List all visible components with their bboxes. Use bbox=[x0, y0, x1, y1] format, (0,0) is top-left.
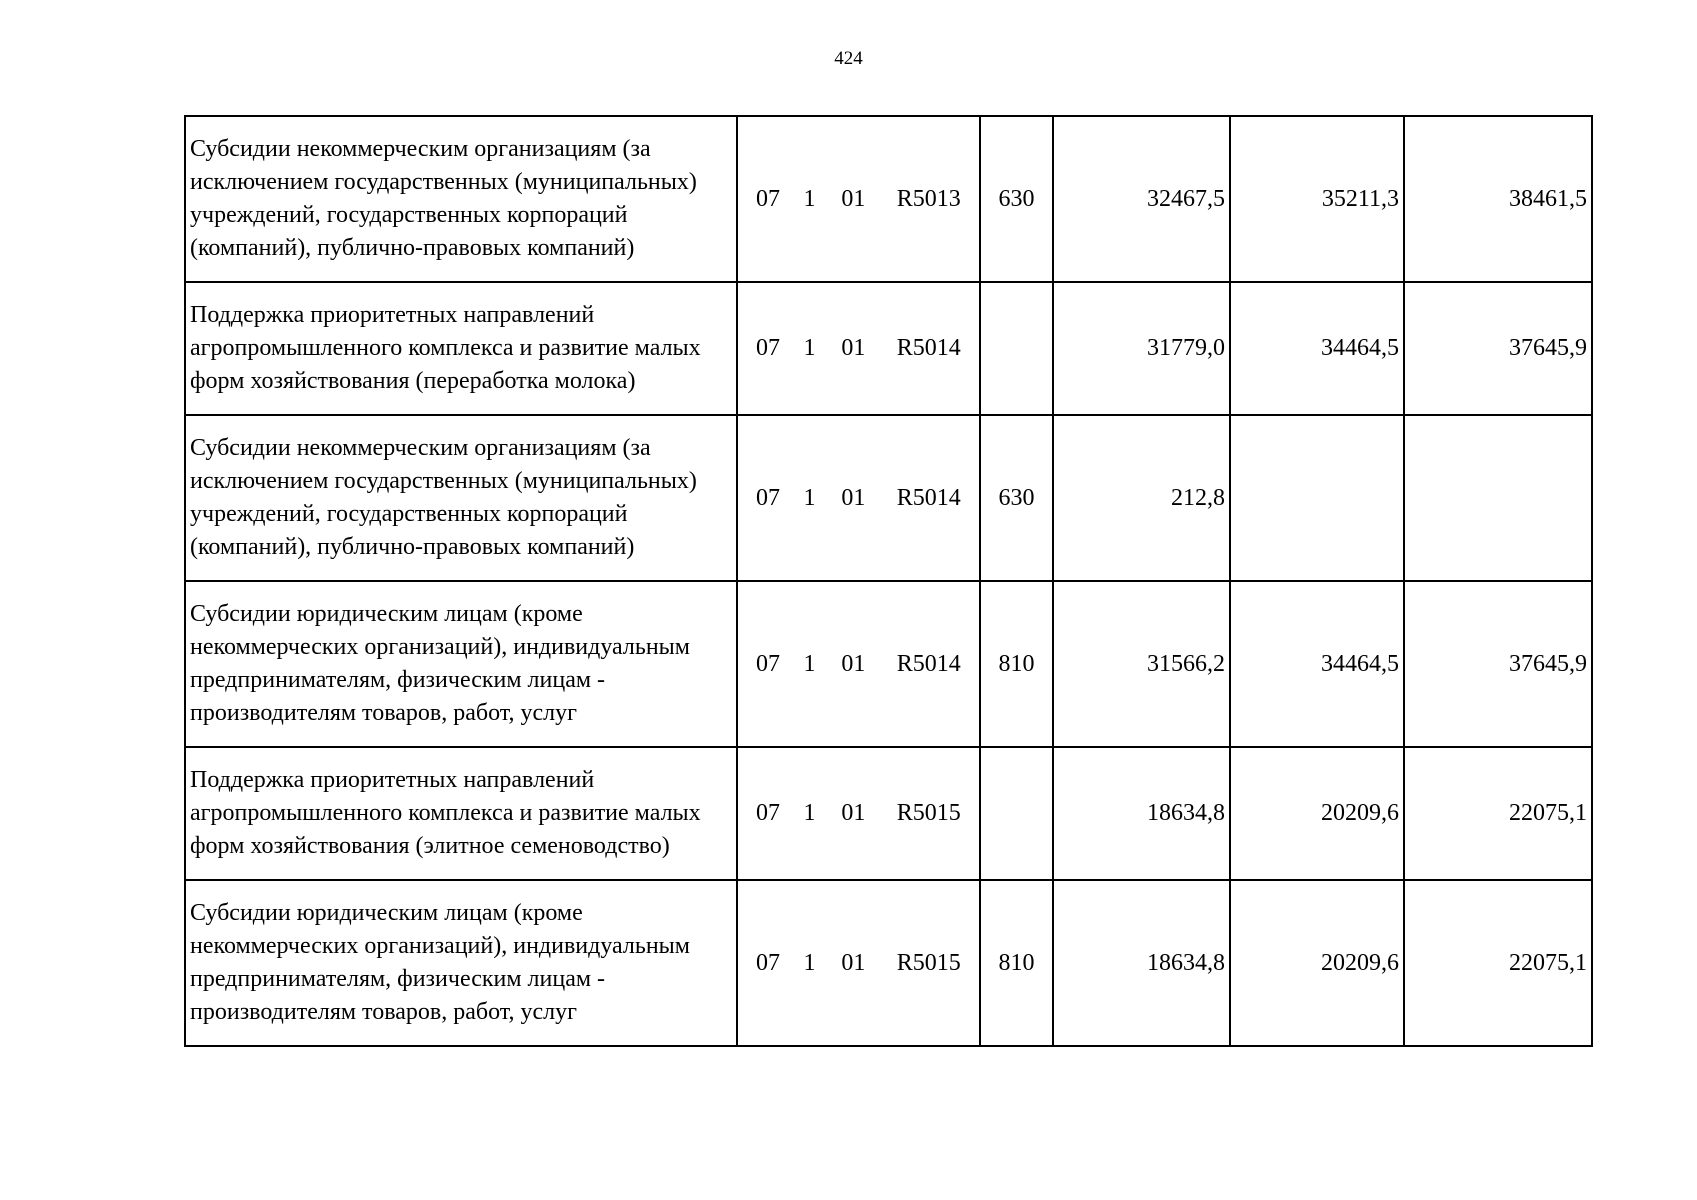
row-name: Субсидии юридическим лицам (кроме некоммерческих организаций), индивидуальным предпринимателям, физическим лицам - производителям товаров, работ, услуг bbox=[185, 880, 737, 1046]
code-pr: 1 bbox=[803, 185, 816, 212]
row-name: Субсидии некоммерческим организациям (за исключением государственных (муниципальных) учреждений, государственных корпораций (компаний), публично-правовых компаний) bbox=[185, 116, 737, 282]
code-rz: 07 bbox=[756, 800, 780, 826]
row-vr bbox=[980, 282, 1053, 415]
code-sub: 01 bbox=[841, 185, 866, 212]
row-year1: 31779,0 bbox=[1053, 282, 1230, 415]
row-code bbox=[737, 116, 980, 282]
row-year1: 31566,2 bbox=[1053, 581, 1230, 747]
row-vr: 810 bbox=[980, 880, 1053, 1046]
code-csr: R5013 bbox=[896, 185, 961, 212]
row-year2: 34464,5 bbox=[1230, 581, 1404, 747]
row-vr: 630 bbox=[980, 415, 1053, 581]
row-year3 bbox=[1404, 415, 1592, 581]
row-code bbox=[737, 415, 980, 581]
code-sub: 01 bbox=[841, 335, 866, 361]
code-rz: 07 bbox=[756, 185, 780, 212]
row-name: Субсидии некоммерческим организациям (за исключением государственных (муниципальных) учреждений, государственных корпораций (компаний), публично-правовых компаний) bbox=[185, 415, 737, 581]
row-year3: 22075,1 bbox=[1404, 880, 1592, 1046]
code-csr: R5015 bbox=[896, 800, 961, 826]
table-row bbox=[185, 880, 1592, 1046]
table-row bbox=[185, 581, 1592, 747]
code-rz: 07 bbox=[756, 484, 780, 511]
code-sub: 01 bbox=[841, 800, 866, 826]
code-pr: 1 bbox=[803, 650, 816, 677]
row-code bbox=[737, 747, 980, 880]
row-name: Поддержка приоритетных направлений агропромышленного комплекса и развитие малых форм хозяйствования (элитное семеноводство) bbox=[185, 747, 737, 880]
code-csr: R5014 bbox=[896, 335, 961, 361]
code-pr: 1 bbox=[803, 335, 816, 361]
row-year3: 37645,9 bbox=[1404, 282, 1592, 415]
row-code bbox=[737, 282, 980, 415]
table-row bbox=[185, 747, 1592, 880]
code-sub: 01 bbox=[841, 949, 866, 976]
code-csr: R5014 bbox=[896, 650, 961, 677]
row-vr: 810 bbox=[980, 581, 1053, 747]
row-code bbox=[737, 581, 980, 747]
row-year3: 37645,9 bbox=[1404, 581, 1592, 747]
row-code bbox=[737, 880, 980, 1046]
code-sub: 01 bbox=[841, 650, 866, 677]
page-number: 424 bbox=[834, 48, 863, 69]
row-year1: 18634,8 bbox=[1053, 747, 1230, 880]
code-sub: 01 bbox=[841, 484, 866, 511]
row-vr bbox=[980, 747, 1053, 880]
row-name: Субсидии юридическим лицам (кроме некоммерческих организаций), индивидуальным предпринимателям, физическим лицам - производителям товаров, работ, услуг bbox=[185, 581, 737, 747]
row-name: Поддержка приоритетных направлений агропромышленного комплекса и развитие малых форм хозяйствования (переработка молока) bbox=[185, 282, 737, 415]
code-rz: 07 bbox=[756, 335, 780, 361]
row-year1: 32467,5 bbox=[1053, 116, 1230, 282]
code-csr: R5015 bbox=[896, 949, 961, 976]
row-year3: 22075,1 bbox=[1404, 747, 1592, 880]
table-row bbox=[185, 282, 1592, 415]
row-year2: 20209,6 bbox=[1230, 880, 1404, 1046]
code-pr: 1 bbox=[803, 949, 816, 976]
row-year2: 35211,3 bbox=[1230, 116, 1404, 282]
row-vr: 630 bbox=[980, 116, 1053, 282]
row-year1: 18634,8 bbox=[1053, 880, 1230, 1046]
row-year2 bbox=[1230, 415, 1404, 581]
code-pr: 1 bbox=[803, 484, 816, 511]
budget-table bbox=[184, 115, 1593, 1047]
table-row bbox=[185, 116, 1592, 282]
row-year3: 38461,5 bbox=[1404, 116, 1592, 282]
code-rz: 07 bbox=[756, 650, 780, 677]
code-pr: 1 bbox=[803, 800, 816, 826]
code-csr: R5014 bbox=[896, 484, 961, 511]
row-year1: 212,8 bbox=[1053, 415, 1230, 581]
table-row bbox=[185, 415, 1592, 581]
code-rz: 07 bbox=[756, 949, 780, 976]
row-year2: 34464,5 bbox=[1230, 282, 1404, 415]
row-year2: 20209,6 bbox=[1230, 747, 1404, 880]
